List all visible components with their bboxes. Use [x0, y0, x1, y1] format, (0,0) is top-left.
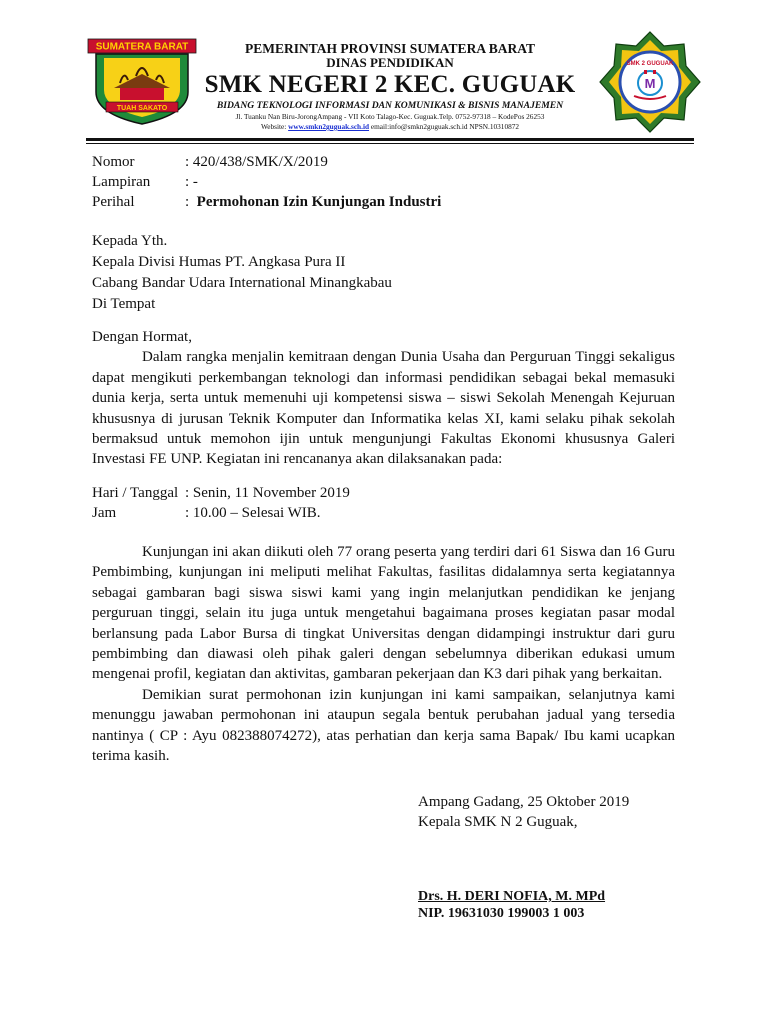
- letter-meta: [92, 152, 441, 212]
- school-contact: [190, 122, 590, 132]
- recipient-line-1: Kepada Yth.: [92, 233, 168, 249]
- signer-nip: NIP. 19631030 199003 1 003: [418, 906, 585, 921]
- nomor-label: Nomor: [92, 154, 135, 170]
- contact-info: email:info@smkn2guguak.sch.id NPSN.10310872: [370, 122, 520, 131]
- signer-block: [418, 888, 605, 922]
- greeting: Dengan Hormat,: [92, 329, 192, 345]
- department-title: DINAS PENDIDIKAN: [326, 55, 454, 70]
- perihal-label: Perihal: [92, 194, 135, 210]
- perihal-row: [92, 192, 441, 212]
- recipient-line-2: Kepala Divisi Humas PT. Angkasa Pura II: [92, 254, 346, 270]
- time-value: : 10.00 – Selesai WIB.: [185, 505, 321, 522]
- letterhead-divider-thick: [86, 138, 694, 141]
- smk2-guguak-school-logo: [598, 30, 702, 134]
- website-link[interactable]: www.smkn2guguak.sch.id: [288, 122, 370, 131]
- letter-body-main: [92, 542, 675, 766]
- paragraph-3: Demikian surat permohonan izin kunjungan ini kami sampaikan, selanjutnya kami menunggu jawaban permohonan ini ataupun segala bentuk perubahan jadual yang tersedia nantinya ( CP : Ayu 082388074272), atas perhatian dan kerja sama Bapak/ Ibu kami ucapkan terima kasih.: [92, 686, 675, 765]
- svg-text:SUMATERA BARAT: SUMATERA BARAT: [95, 41, 189, 53]
- day-label: Hari / Tanggal: [92, 485, 179, 501]
- letterhead-divider-thin: [86, 143, 694, 144]
- nomor-value: : 420/438/SMK/X/2019: [185, 154, 328, 170]
- letterhead: [190, 42, 590, 132]
- letter-body-intro: [92, 327, 675, 470]
- lampiran-label: Lampiran: [92, 174, 151, 190]
- recipient-block: [92, 231, 392, 315]
- day-value: : Senin, 11 November 2019: [185, 485, 350, 501]
- svg-text:SMK 2 GUGUAK: SMK 2 GUGUAK: [626, 61, 674, 67]
- time-row: [92, 503, 350, 523]
- time-label: Jam: [92, 505, 117, 522]
- school-field: BIDANG TEKNOLOGI INFORMASI DAN KOMUNIKASI & BISNIS MANAJEMEN: [216, 100, 564, 111]
- paragraph-2: Kunjungan ini akan diikuti oleh 77 orang peserta yang terdiri dari 61 Siswa dan 16 Guru Pembimbing, kunjungan ini meliputi melihat Fakultas, fasilitas didalamnya serta kegiatannya sebagai gambaran bagi siswa siswi kami yang ingin melanjutkan pendidikan ke jenjang perguruan tinggi, selain itu juga untuk mengetahui bagaimana proses kegiatan pasar modal berlansung pada Labor Bursa di tingkat Universitas dengan didampingi instruktur dari guru pembimbing dan diawasi oleh pihak galeri dengan sebelumnya diberikan edukasi umum mengenai profil, kegiatan dan aktivitas, gambaran pekerjaan dan K3 dari pihak yang berkaitan.: [92, 544, 675, 683]
- place-date: Ampang Gadang, 25 Oktober 2019: [418, 794, 630, 810]
- lampiran-value: : -: [185, 174, 198, 190]
- day-row: [92, 483, 350, 503]
- recipient-line-3: Cabang Bandar Udara International Minangkabau: [92, 275, 392, 291]
- recipient-line-4: Di Tempat: [92, 296, 156, 312]
- website-label: Website:: [260, 122, 287, 131]
- school-address: Jl. Tuanku Nan Biru-JorongAmpang - VII Koto Talago-Kec. Guguak.Telp. 0752-97318 – KodePos 26253: [235, 112, 545, 121]
- perihal-value: Permohonan Izin Kunjungan Industri: [196, 194, 442, 210]
- paragraph-1: Dalam rangka menjalin kemitraan dengan Dunia Usaha dan Perguruan Tinggi sekaligus dapat mengikuti perkembangan teknologi dan informasi pendidikan sebagai bekal memasuki dunia kerja, serta untuk memenuhi uji kompetensi siswa – siswi Sekolah Menengah Kejuruan khususnya di jurusan Teknik Komputer dan Informatika kelas XI, kami selaku pihak sekolah bermaksud untuk memohon ijin untuk mengunjungi Fakultas Ekonomi khususnya Galeri Investasi FE UNP. Kegiatan ini rencananya akan dilaksanakan pada:: [92, 349, 675, 468]
- signer-position: Kepala SMK N 2 Guguak,: [418, 814, 578, 830]
- signature-block: [418, 792, 629, 832]
- nomor-row: [92, 152, 441, 172]
- school-name: SMK NEGERI 2 KEC. GUGUAK: [204, 71, 576, 98]
- perihal-value-wrapper: [185, 192, 441, 212]
- svg-text:TUAH SAKATO: TUAH SAKATO: [116, 105, 168, 112]
- schedule-block: [92, 483, 350, 524]
- lampiran-row: [92, 172, 441, 192]
- sumatera-barat-emblem-logo: [84, 36, 200, 126]
- perihal-colon: :: [185, 194, 190, 210]
- government-title: PEMERINTAH PROVINSI SUMATERA BARAT: [245, 41, 535, 56]
- signer-name: Drs. H. DERI NOFIA, M. MPd: [418, 889, 606, 904]
- svg-text:M: M: [644, 76, 656, 91]
